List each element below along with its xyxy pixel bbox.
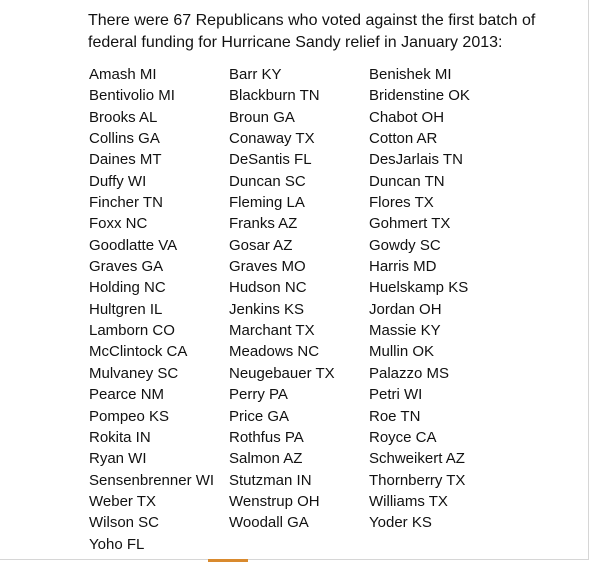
representative-name: Palazzo MS (369, 364, 450, 382)
representative-name: Blackburn TN (229, 87, 320, 105)
representative-name: Yoho FL (89, 535, 145, 553)
representative-name: Wilson SC (89, 514, 160, 532)
representative-name: Williams TX (369, 492, 448, 510)
representative-name: Graves MO (229, 258, 306, 276)
representative-name: Wenstrup OH (229, 492, 320, 510)
representative-name: Pompeo KS (89, 407, 170, 425)
representative-name: Gosar AZ (229, 236, 293, 254)
representative-name: Benishek MI (369, 66, 452, 83)
representative-name: Price GA (229, 407, 290, 425)
representative-name: Weber TX (89, 492, 156, 510)
representative-name: Jenkins KS (229, 300, 305, 318)
representative-name: Flores TX (369, 194, 434, 212)
representative-name: Stutzman IN (229, 471, 312, 489)
representative-name: Ryan WI (89, 450, 147, 468)
intro-paragraph: There were 67 Republicans who voted against the first batch of federal funding for Hurricane Sandy relief in January 2013: (88, 12, 536, 51)
representative-name: Bentivolio MI (89, 87, 175, 105)
representative-name: Fleming LA (229, 194, 305, 212)
representative-name: Gowdy SC (369, 236, 441, 254)
representative-name: Barr KY (229, 66, 282, 83)
representative-name: Royce CA (369, 428, 437, 446)
representative-name: Schweikert AZ (369, 450, 465, 468)
representative-name: Pearce NM (89, 386, 165, 404)
representative-name: Duncan SC (229, 172, 306, 190)
representative-name: Cotton AR (369, 130, 438, 148)
representative-name: DeSantis FL (229, 151, 312, 169)
representative-name: Goodlatte VA (89, 236, 178, 254)
representative-name: Perry PA (229, 386, 288, 404)
representative-name: Mulvaney SC (89, 364, 179, 382)
representative-name: Marchant TX (229, 322, 315, 340)
representative-name: Jordan OH (369, 300, 442, 318)
representative-name: Daines MT (89, 151, 162, 169)
representative-name: Rokita IN (89, 428, 151, 446)
representative-name: Harris MD (369, 258, 437, 276)
representative-name: Woodall GA (229, 514, 309, 532)
representative-name: McClintock CA (89, 343, 188, 361)
representative-name: Massie KY (369, 322, 441, 340)
representative-name: Chabot OH (369, 108, 445, 126)
representative-name: Rothfus PA (229, 428, 304, 446)
representative-name: Gohmert TX (369, 215, 451, 233)
representative-name: Thornberry TX (369, 471, 466, 489)
representative-name: Huelskamp KS (369, 279, 469, 297)
representative-name: Duffy WI (89, 172, 147, 190)
representative-name: Graves GA (89, 258, 164, 276)
representative-name: Fincher TN (89, 194, 163, 212)
representative-name: Holding NC (89, 279, 166, 297)
representative-name: Conaway TX (229, 130, 315, 148)
representative-name: Foxx NC (89, 215, 148, 233)
representative-name: Hultgren IL (89, 300, 163, 318)
representative-name: Neugebauer TX (229, 364, 335, 382)
representatives-grid (89, 64, 509, 555)
representative-name: Roe TN (369, 407, 421, 425)
representative-name: Collins GA (89, 130, 160, 148)
representative-name: Brooks AL (89, 108, 158, 126)
representative-name: DesJarlais TN (369, 151, 463, 169)
representative-name: Sensenbrenner WI (89, 471, 215, 489)
representative-name: Duncan TN (369, 172, 445, 190)
representative-name: Franks AZ (229, 215, 298, 233)
representative-name: Yoder KS (369, 514, 432, 532)
representative-name: Hudson NC (229, 279, 307, 297)
representative-name: Meadows NC (229, 343, 320, 361)
representative-name: Salmon AZ (229, 450, 303, 468)
representative-name: Broun GA (229, 108, 295, 126)
representative-name: Lamborn CO (89, 322, 175, 340)
representative-name: Petri WI (369, 386, 423, 404)
representative-name: Mullin OK (369, 343, 435, 361)
representative-name: Amash MI (89, 66, 157, 83)
representative-name: Bridenstine OK (369, 87, 470, 105)
